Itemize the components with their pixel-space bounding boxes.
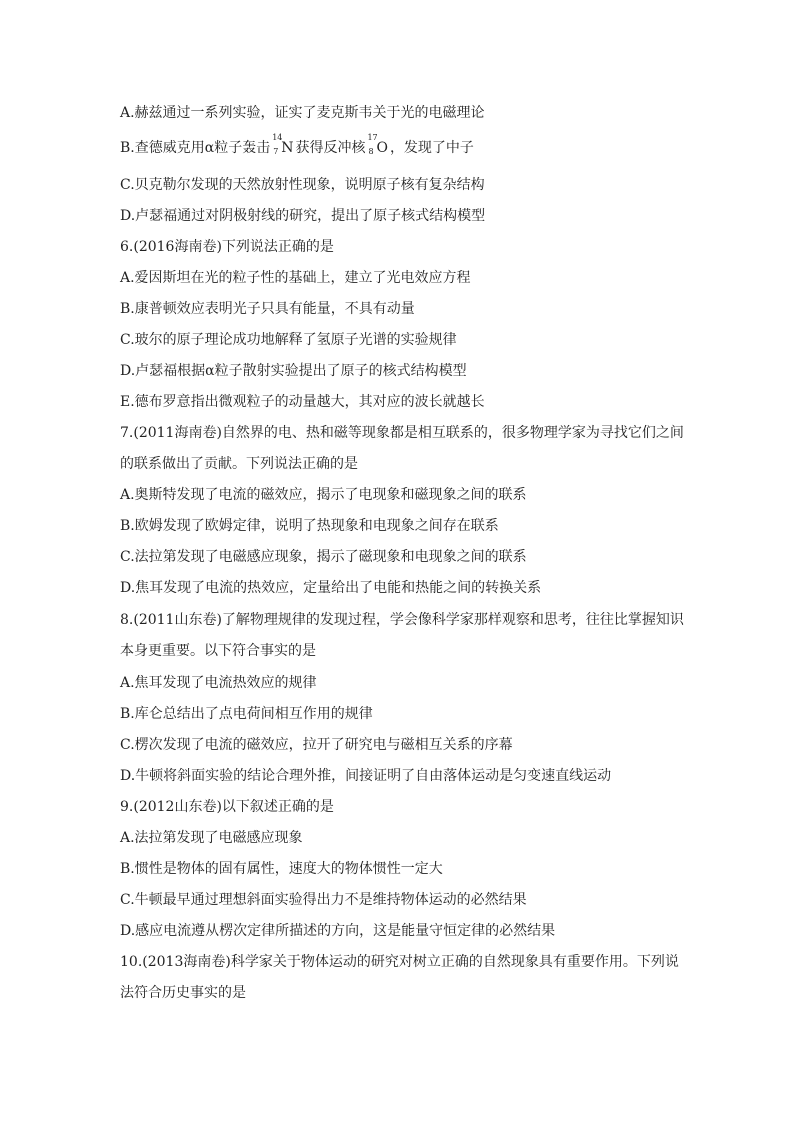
option-text: D.卢瑟福通过对阴极射线的研究，提出了原子核式结构模型 — [120, 208, 486, 224]
option-prefix: B.查德威克用α粒子轰击 — [120, 140, 271, 156]
option-text: D.感应电流遵从楞次定律所描述的方向，这是能量守恒定律的必然结果 — [120, 923, 556, 939]
question-stem: 10.(2013海南卷)科学家关于物体运动的研究对树立正确的自然现象具有重要作用。下列说 — [120, 954, 679, 970]
option-text: A.奥斯特发现了电流的磁效应，揭示了电现象和磁现象之间的联系 — [120, 487, 527, 503]
element-symbol: N — [281, 140, 294, 156]
mass-number: 17 — [367, 133, 378, 142]
question-stem: 的联系做出了贡献。下列说法正确的是 — [120, 456, 358, 472]
question-stem: 本身更重要。以下符合事实的是 — [120, 643, 316, 659]
option-text: C.玻尔的原子理论成功地解释了氢原子光谱的实验规律 — [120, 332, 457, 348]
nuclide-nitrogen — [272, 133, 294, 158]
question-stem: 9.(2012山东卷)以下叙述正确的是 — [120, 799, 334, 815]
question-stem: 6.(2016海南卷)下列说法正确的是 — [120, 239, 334, 255]
option-text: A.焦耳发现了电流热效应的规律 — [120, 675, 317, 691]
option-text: B.康普顿效应表明光子只具有能量，不具有动量 — [120, 301, 415, 317]
option-text: B.库仑总结出了点电荷间相互作用的规律 — [120, 706, 373, 722]
atomic-number: 7 — [273, 147, 279, 156]
question-stem: 8.(2011山东卷)了解物理规律的发现过程，学会像科学家那样观察和思考，往往比掌握知识 — [120, 612, 684, 628]
question-stem: 7.(2011海南卷)自然界的电、热和磁等现象都是相互联系的，很多物理学家为寻找它们之间 — [120, 425, 684, 441]
option-text: E.德布罗意指出微观粒子的动量越大，其对应的波长就越长 — [120, 394, 485, 410]
option-text: A.法拉第发现了电磁感应现象 — [120, 830, 303, 846]
option-text: C.法拉第发现了电磁感应现象，揭示了磁现象和电现象之间的联系 — [120, 549, 527, 565]
option-text: C.贝克勒尔发现的天然放射性现象，说明原子核有复杂结构 — [120, 177, 485, 193]
option-text: D.焦耳发现了电流的热效应，定量给出了电能和热能之间的转换关系 — [120, 580, 542, 596]
option-text: C.楞次发现了电流的磁效应，拉开了研究电与磁相互关系的序幕 — [120, 737, 513, 753]
option-text: A.爱因斯坦在光的粒子性的基础上，建立了光电效应方程 — [120, 270, 471, 286]
option-text: A.赫兹通过一系列实验，证实了麦克斯韦关于光的电磁理论 — [120, 105, 485, 121]
question-stem: 法符合历史事实的是 — [120, 985, 246, 1001]
option-text — [120, 133, 680, 158]
mass-number: 14 — [272, 133, 283, 142]
nuclide-oxygen — [367, 133, 388, 158]
option-text: D.卢瑟福根据α粒子散射实验提出了原子的核式结构模型 — [120, 363, 467, 379]
option-suffix: ，发现了中子 — [389, 140, 474, 156]
option-middle: 获得反冲核 — [295, 140, 366, 156]
option-text: C.牛顿最早通过理想斜面实验得出力不是维持物体运动的必然结果 — [120, 892, 527, 908]
option-text: B.欧姆发现了欧姆定律，说明了热现象和电现象之间存在联系 — [120, 518, 499, 534]
atomic-number: 8 — [368, 147, 374, 156]
option-text: B.惯性是物体的固有属性，速度大的物体惯性一定大 — [120, 861, 443, 877]
element-symbol: O — [376, 140, 388, 156]
option-text: D.牛顿将斜面实验的结论合理外推，间接证明了自由落体运动是匀变速直线运动 — [120, 768, 612, 784]
